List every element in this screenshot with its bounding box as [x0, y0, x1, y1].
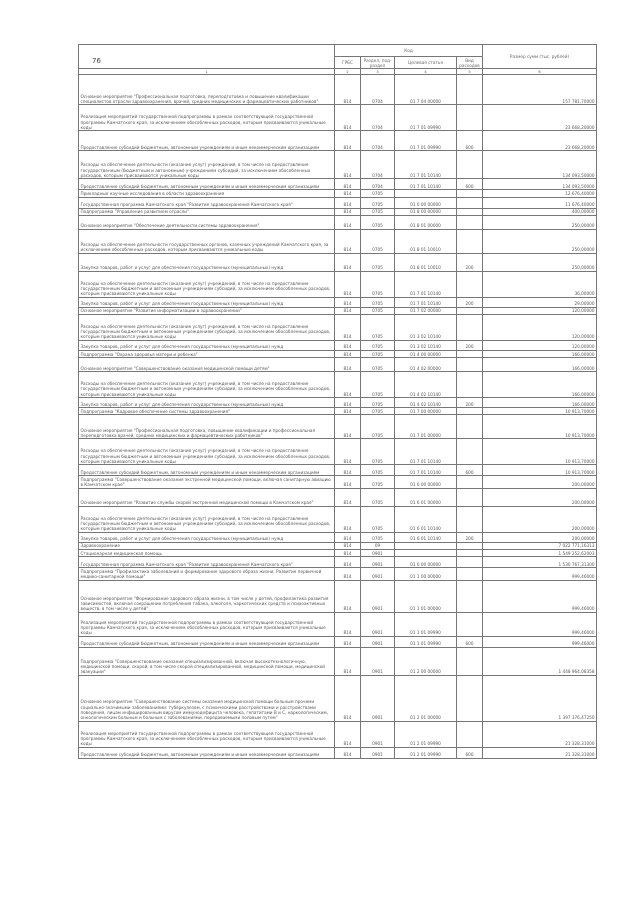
row-ved: 814	[335, 747, 361, 758]
header-ved: ГРБС	[335, 57, 361, 69]
table-row	[79, 532, 597, 542]
row-csr: 01 3 02 10140	[395, 315, 457, 341]
row-ved: 814	[335, 341, 361, 351]
row-name: Расходы на обеспечение деятельности (оказание услуг) учреждений, в том числе на предоставление государственным бюджетным и автономным учреждениям субсидий, за исключением обособленных расходов, которым присваиваются уникальные коды	[79, 372, 335, 398]
row-name: Предоставление субсидий бюджетным, автономным учреждениям и иным некоммерческим организациям	[79, 747, 335, 758]
row-ved: 814	[335, 253, 361, 271]
row-vr	[457, 647, 483, 675]
row-name: Государственная программа Камчатского края "Развитие здравоохранения Камчатского края"	[79, 197, 335, 208]
row-csr: 01 7 02 00000	[395, 307, 457, 314]
row-csr: 01 8 01 10010	[395, 229, 457, 253]
row-csr: 01 0 00 00000	[395, 557, 457, 568]
row-name: Подпрограмма "Охрана здоровья матери и ребенка"	[79, 351, 335, 358]
header-index: 4	[395, 69, 457, 75]
row-name: Основное мероприятие "Обеспечение деятельности системы здравоохранения"	[79, 215, 335, 229]
table-row	[79, 151, 597, 179]
row-vr	[457, 358, 483, 372]
row-name: Прикладные научные исследования в области здравоохранения	[79, 190, 335, 197]
row-rzp: 0705	[361, 358, 395, 372]
row-csr: 01 8 01 00000	[395, 215, 457, 229]
row-csr: 01 7 01 00000	[395, 415, 457, 439]
row-ved: 814	[335, 488, 361, 506]
row-csr: 01 8 01 10010	[395, 253, 457, 271]
row-vr	[457, 229, 483, 253]
row-ved: 814	[335, 506, 361, 532]
header-csr: Целевая статья	[395, 57, 457, 69]
row-ved: 814	[335, 372, 361, 398]
row-csr: 01 4 02 10140	[395, 398, 457, 408]
row-csr: 01 4 00 00000	[395, 351, 457, 358]
row-sum: 10 913,70000	[483, 465, 597, 476]
row-rzp: 0705	[361, 190, 395, 197]
row-rzp: 0705	[361, 398, 395, 408]
row-vr	[457, 721, 483, 747]
row-name: Основное мероприятие "Профессиональная подготовка, переподготовка и повышение квалификации специалистов отрасли здравоохранения, врачей, средних медицинских и фармацевтических работников"	[79, 75, 335, 105]
row-vr	[457, 408, 483, 415]
table-row	[79, 568, 597, 580]
row-name: Расходы на обеспечение деятельности (оказание услуг) учреждений, в том числе на предоставление государственным (бюджетным и автономным) учреждениям субсидий, за исключением обособленных расходов, которым присваиваются уникальные коды	[79, 151, 335, 179]
row-ved: 814	[335, 358, 361, 372]
row-ved: 814	[335, 131, 361, 151]
row-name: Расходы на обеспечение деятельности (оказание услуг) учреждений, в том числе на предоставление государственным бюджетным и автономным учреждениям субсидий, за исключением обособленных расходов, которым присваиваются уникальные коды	[79, 315, 335, 341]
table-row	[79, 208, 597, 215]
row-rzp: 0705	[361, 488, 395, 506]
table-row	[79, 721, 597, 747]
row-sum: 134 093,50000	[483, 151, 597, 179]
row-vr	[457, 675, 483, 721]
row-csr: 01 7 01 10140	[395, 465, 457, 476]
row-vr: 600	[457, 747, 483, 758]
row-sum: 10 913,70000	[483, 439, 597, 465]
row-csr: 01 6 01 00000	[395, 488, 457, 506]
row-sum: 250,00000	[483, 229, 597, 253]
table-row	[79, 415, 597, 439]
table-row	[79, 612, 597, 636]
row-csr: 01 2 01 09990	[395, 747, 457, 758]
row-csr	[395, 190, 457, 197]
row-sum: 200,00000	[483, 532, 597, 542]
row-sum: 23 668,20000	[483, 105, 597, 131]
table-row	[79, 557, 597, 568]
table-row	[79, 636, 597, 647]
row-ved: 814	[335, 208, 361, 215]
row-name: Подпрограмма "Управление развитием отрасли"	[79, 208, 335, 215]
row-csr	[395, 542, 457, 549]
row-vr	[457, 197, 483, 208]
row-name: Подпрограмма "Совершенствование оказания экстренной медицинской помощи, включая санитарную авиацию в Камчатском крае"	[79, 476, 335, 488]
row-sum: 166,00000	[483, 372, 597, 398]
row-sum: 200,00000	[483, 488, 597, 506]
row-ved: 814	[335, 465, 361, 476]
row-name: Основное мероприятие "Развитие службы скорой экстренной медицинской помощи в Камчатском крае"	[79, 488, 335, 506]
table-row	[79, 580, 597, 612]
row-name: Реализация мероприятий государственной подпрограммы в рамках соответствующей государственной программы Камчатского края, за исключением обособленных расходов, которым присваиваются уникальные коды	[79, 721, 335, 747]
row-name: Основное мероприятие "Совершенствование системы оказания медицинской помощи больным прочими социально-значимыми заболеваниями: туберкулезом, с психическими расстройствами и расстройствами поведения, лицам инфицированным вирусом иммунодефицита человека, гепатитами B и C, наркологическим, онкологическим больным и больным с заболеваниями, передаваемыми половым путем"	[79, 675, 335, 721]
row-name: Реализация мероприятий государственной подпрограммы в рамках соответствующей государственной программы Камчатского края, за исключением обособленных расходов, которым присваиваются уникальные коды	[79, 612, 335, 636]
row-csr: 01 7 00 00000	[395, 408, 457, 415]
row-vr: 200	[457, 253, 483, 271]
row-rzp: 0705	[361, 307, 395, 314]
row-ved: 814	[335, 476, 361, 488]
row-ved: 814	[335, 179, 361, 190]
row-sum: 200,00000	[483, 506, 597, 532]
row-sum: 120,00000	[483, 307, 597, 314]
row-sum: 166,00000	[483, 398, 597, 408]
row-ved: 814	[335, 675, 361, 721]
row-rzp: 0705	[361, 439, 395, 465]
row-rzp: 0705	[361, 476, 395, 488]
row-rzp: 0704	[361, 75, 395, 105]
budget-table-sheet	[78, 44, 596, 759]
table-row	[79, 550, 597, 557]
row-rzp: 0705	[361, 341, 395, 351]
row-rzp: 0901	[361, 580, 395, 612]
row-name: Расходы на обеспечение деятельности государственных органов, казенных учреждений Камчатского края, за исключением обособленных расходов, которым присваиваются уникальные коды	[79, 229, 335, 253]
row-vr	[457, 580, 483, 612]
row-csr: 01 6 00 00000	[395, 476, 457, 488]
row-rzp: 0705	[361, 415, 395, 439]
table-row	[79, 190, 597, 197]
row-name: Подпрограмма "Кадровое обеспечение системы здравоохранения"	[79, 408, 335, 415]
table-row	[79, 488, 597, 506]
row-rzp: 0705	[361, 315, 395, 341]
row-ved: 814	[335, 271, 361, 297]
table-row	[79, 747, 597, 758]
row-rzp: 0901	[361, 557, 395, 568]
row-sum: 1 549 252,62003	[483, 550, 597, 557]
row-csr: 01 2 01 00000	[395, 675, 457, 721]
row-csr: 01 7 01 09990	[395, 131, 457, 151]
row-csr: 01 4 02 10140	[395, 372, 457, 398]
table-row	[79, 675, 597, 721]
row-vr	[457, 568, 483, 580]
row-sum: 120,00000	[483, 315, 597, 341]
row-name: Закупка товаров, работ и услуг для обеспечения государственных (муниципальных) нужд	[79, 532, 335, 542]
row-ved: 814	[335, 307, 361, 314]
row-name: Закупка товаров, работ и услуг для обеспечения государственных (муниципальных) нужд	[79, 253, 335, 271]
row-ved: 814	[335, 647, 361, 675]
row-sum: 10 913,70000	[483, 415, 597, 439]
row-csr	[395, 550, 457, 557]
row-rzp: 0705	[361, 532, 395, 542]
row-sum: 11 676,40000	[483, 197, 597, 208]
row-csr: 01 7 04 00000	[395, 75, 457, 105]
row-vr	[457, 215, 483, 229]
header-index: 5	[457, 69, 483, 75]
row-ved: 814	[335, 580, 361, 612]
row-rzp: 09	[361, 542, 395, 549]
row-csr: 01 0 00 00000	[395, 197, 457, 208]
row-sum: 999,46000	[483, 580, 597, 612]
row-sum: 400,00000	[483, 208, 597, 215]
row-rzp: 0705	[361, 506, 395, 532]
row-csr: 01 1 01 00000	[395, 580, 457, 612]
row-sum: 23 668,20000	[483, 131, 597, 151]
row-rzp: 0705	[361, 253, 395, 271]
table-row	[79, 398, 597, 408]
row-ved: 814	[335, 542, 361, 549]
row-sum: 29,00000	[483, 297, 597, 307]
header-codes-group: Код	[335, 45, 483, 57]
row-rzp: 0901	[361, 647, 395, 675]
row-name: Подпрограмма "Профилактика заболеваний и формирование здорового образа жизни. Развитие первичной медико-санитарной помощи"	[79, 568, 335, 580]
row-csr: 01 2 01 09990	[395, 721, 457, 747]
table-row	[79, 439, 597, 465]
row-sum: 12 676,40000	[483, 190, 597, 197]
row-rzp: 0705	[361, 297, 395, 307]
row-ved: 814	[335, 439, 361, 465]
row-rzp: 0705	[361, 271, 395, 297]
row-name: Основное мероприятие "Совершенствование оказания медицинской помощи детям"	[79, 358, 335, 372]
table-row	[79, 506, 597, 532]
row-vr	[457, 476, 483, 488]
row-vr	[457, 542, 483, 549]
row-name: Закупка товаров, работ и услуг для обеспечения государственных (муниципальных) нужд	[79, 297, 335, 307]
row-ved: 814	[335, 229, 361, 253]
row-sum: 7 022 771,16313	[483, 542, 597, 549]
row-csr: 01 1 01 09990	[395, 636, 457, 647]
row-sum: 120,00000	[483, 341, 597, 351]
row-rzp: 0704	[361, 151, 395, 179]
table-row	[79, 315, 597, 341]
row-sum: 1 397 376,47250	[483, 675, 597, 721]
row-ved: 814	[335, 151, 361, 179]
header-row-top	[79, 45, 597, 57]
row-vr: 200	[457, 532, 483, 542]
row-name: Закупка товаров, работ и услуг для обеспечения государственных (муниципальных) нужд	[79, 398, 335, 408]
row-name: Предоставление субсидий бюджетным, автономным учреждениям и иным некоммерческим организациям	[79, 131, 335, 151]
row-vr	[457, 315, 483, 341]
row-rzp: 0705	[361, 372, 395, 398]
row-name: Закупка товаров, работ и услуг для обеспечения государственных (муниципальных) нужд	[79, 341, 335, 351]
row-sum: 134 093,50000	[483, 179, 597, 190]
row-ved: 814	[335, 568, 361, 580]
row-vr: 200	[457, 297, 483, 307]
row-csr: 01 1 01 09990	[395, 612, 457, 636]
row-name: Подпрограмма "Совершенствование оказания специализированной, включая высокотехнологичную, медицинской помощи, скорой, в том числе скорой специализированной, медицинской помощи, медицинской эвакуации"	[79, 647, 335, 675]
table-row	[79, 358, 597, 372]
row-rzp: 0704	[361, 179, 395, 190]
row-sum: 200,00000	[483, 476, 597, 488]
row-name: Реализация мероприятий государственной подпрограммы в рамках соответствующей государственной программы Камчатского края, за исключением обособленных расходов, которым присваиваются уникальные коды	[79, 105, 335, 131]
table-row	[79, 307, 597, 314]
table-row	[79, 105, 597, 131]
table-row	[79, 341, 597, 351]
row-sum: 250,00000	[483, 215, 597, 229]
row-rzp: 0901	[361, 675, 395, 721]
row-vr	[457, 208, 483, 215]
table-row	[79, 131, 597, 151]
row-csr: 01 7 01 10140	[395, 271, 457, 297]
row-sum: 999,46000	[483, 612, 597, 636]
row-vr	[457, 612, 483, 636]
row-ved: 814	[335, 315, 361, 341]
row-csr: 01 7 01 10140	[395, 297, 457, 307]
table-row	[79, 465, 597, 476]
row-name: Предоставление субсидий бюджетным, автономным учреждениям и иным некоммерческим организациям	[79, 636, 335, 647]
row-csr: 01 2 00 00000	[395, 647, 457, 675]
row-sum: 21 328,31000	[483, 721, 597, 747]
row-csr: 01 7 01 10140	[395, 151, 457, 179]
row-rzp: 0705	[361, 197, 395, 208]
table-row	[79, 542, 597, 549]
table-row	[79, 647, 597, 675]
row-rzp: 0901	[361, 550, 395, 557]
row-vr	[457, 307, 483, 314]
row-csr: 01 6 01 10140	[395, 506, 457, 532]
row-rzp: 0901	[361, 721, 395, 747]
header-index: 2	[335, 69, 361, 75]
row-vr	[457, 190, 483, 197]
row-ved: 814	[335, 557, 361, 568]
row-ved: 814	[335, 190, 361, 197]
row-rzp: 0705	[361, 465, 395, 476]
row-vr	[457, 271, 483, 297]
row-sum: 1 448 964,08358	[483, 647, 597, 675]
row-vr	[457, 488, 483, 506]
header-index: 1	[79, 69, 335, 75]
budget-table-body	[79, 75, 597, 758]
row-sum: 999,46000	[483, 568, 597, 580]
row-vr: 200	[457, 341, 483, 351]
header-sum: Размер сумм (тыс. рублей)	[483, 45, 597, 69]
row-ved: 814	[335, 75, 361, 105]
row-vr	[457, 351, 483, 358]
row-name: Предоставление субсидий бюджетным, автономным учреждениям и иным некоммерческим организациям	[79, 465, 335, 476]
table-row	[79, 297, 597, 307]
row-name: Основное мероприятие "Профессиональная подготовка, повышение квалификации и профессиональная переподготовка врачей, средних медицинских и фармацевтических работников"	[79, 415, 335, 439]
row-sum: 157 781,70000	[483, 75, 597, 105]
page-number: 76	[92, 57, 101, 65]
table-row	[79, 179, 597, 190]
row-ved: 814	[335, 197, 361, 208]
row-rzp: 0705	[361, 408, 395, 415]
row-rzp: 0705	[361, 215, 395, 229]
budget-table	[78, 44, 597, 759]
row-name: Государственная программа Камчатского края "Развитие здравоохранения Камчатского края"	[79, 557, 335, 568]
row-csr: 01 4 02 00000	[395, 358, 457, 372]
row-ved: 814	[335, 351, 361, 358]
row-name: Здравоохранение	[79, 542, 335, 549]
row-vr: 600	[457, 131, 483, 151]
row-name: Расходы на обеспечение деятельности (оказание услуг) учреждений, в том числе на предоставление государственным бюджетным и автономным учреждениям субсидий, за исключением обособленных расходов, которым присваиваются уникальные коды	[79, 439, 335, 465]
row-rzp: 0705	[361, 208, 395, 215]
table-row	[79, 229, 597, 253]
row-vr	[457, 506, 483, 532]
row-vr: 600	[457, 179, 483, 190]
row-ved: 814	[335, 636, 361, 647]
row-vr	[457, 151, 483, 179]
table-row	[79, 408, 597, 415]
row-rzp: 0704	[361, 105, 395, 131]
row-csr: 01 7 01 10140	[395, 179, 457, 190]
row-ved: 814	[335, 408, 361, 415]
row-sum: 999,46000	[483, 636, 597, 647]
row-vr: 600	[457, 636, 483, 647]
row-vr	[457, 550, 483, 557]
row-rzp: 0901	[361, 612, 395, 636]
header-blank	[79, 45, 335, 69]
row-ved: 814	[335, 612, 361, 636]
row-vr	[457, 557, 483, 568]
table-row	[79, 253, 597, 271]
header-vr: Вид расходов	[457, 57, 483, 69]
row-sum: 21 328,31000	[483, 747, 597, 758]
row-rzp: 0705	[361, 351, 395, 358]
row-vr: 200	[457, 398, 483, 408]
row-rzp: 0705	[361, 229, 395, 253]
row-sum: 166,00000	[483, 351, 597, 358]
row-ved: 814	[335, 297, 361, 307]
header-index: 3	[361, 69, 395, 75]
table-row	[79, 197, 597, 208]
table-row	[79, 476, 597, 488]
row-csr: 01 8 00 00000	[395, 208, 457, 215]
table-row	[79, 75, 597, 105]
row-ved: 814	[335, 550, 361, 557]
row-rzp: 0901	[361, 747, 395, 758]
row-sum: 36,00000	[483, 271, 597, 297]
table-row	[79, 215, 597, 229]
row-ved: 814	[335, 415, 361, 439]
row-vr: 600	[457, 465, 483, 476]
row-ved: 814	[335, 215, 361, 229]
row-ved: 814	[335, 398, 361, 408]
row-sum: 166,00000	[483, 358, 597, 372]
row-rzp: 0901	[361, 568, 395, 580]
row-vr	[457, 372, 483, 398]
table-row	[79, 271, 597, 297]
row-csr: 01 7 01 09990	[395, 105, 457, 131]
table-row	[79, 351, 597, 358]
table-row	[79, 372, 597, 398]
row-csr: 01 1 00 00000	[395, 568, 457, 580]
row-sum: 10 913,70000	[483, 408, 597, 415]
row-ved: 814	[335, 532, 361, 542]
row-rzp: 0901	[361, 636, 395, 647]
row-csr: 01 3 02 10140	[395, 341, 457, 351]
row-ved: 814	[335, 105, 361, 131]
row-csr: 01 7 01 10140	[395, 439, 457, 465]
row-name: Основное мероприятие "Развитие информатизации в здравоохранении"	[79, 307, 335, 314]
row-name: Предоставление субсидий бюджетным, автономным учреждениям и иным некоммерческим организациям	[79, 179, 335, 190]
row-name: Стационарная медицинская помощь	[79, 550, 335, 557]
row-vr	[457, 439, 483, 465]
row-sum: 250,00000	[483, 253, 597, 271]
row-vr	[457, 105, 483, 131]
row-vr	[457, 75, 483, 105]
header-index: 6	[483, 69, 597, 75]
header-rzp: Раздел, под-раздел	[361, 57, 395, 69]
row-name: Основное мероприятие "Формирование здорового образа жизни, в том числе у детей, профилактика развития зависимостей, включая сокращение потребления табака, алкоголя, наркотических средств и психоактивных веществ, в том числе у детей"	[79, 580, 335, 612]
row-ved: 814	[335, 721, 361, 747]
row-name: Расходы на обеспечение деятельности (оказание услуг) учреждений, в том числе на предоставление государственным бюджетным и автономным учреждениям субсидий, за исключением обособленных расходов, которым присваиваются уникальные коды	[79, 271, 335, 297]
row-sum: 1 530 767,31300	[483, 557, 597, 568]
row-csr: 01 6 01 10140	[395, 532, 457, 542]
row-name: Расходы на обеспечение деятельности (оказание услуг) учреждений, в том числе на предоставление государственным бюджетным и автономным учреждениям субсидий, за исключением обособленных расходов, которым присваиваются уникальные коды	[79, 506, 335, 532]
row-rzp: 0704	[361, 131, 395, 151]
row-vr	[457, 415, 483, 439]
